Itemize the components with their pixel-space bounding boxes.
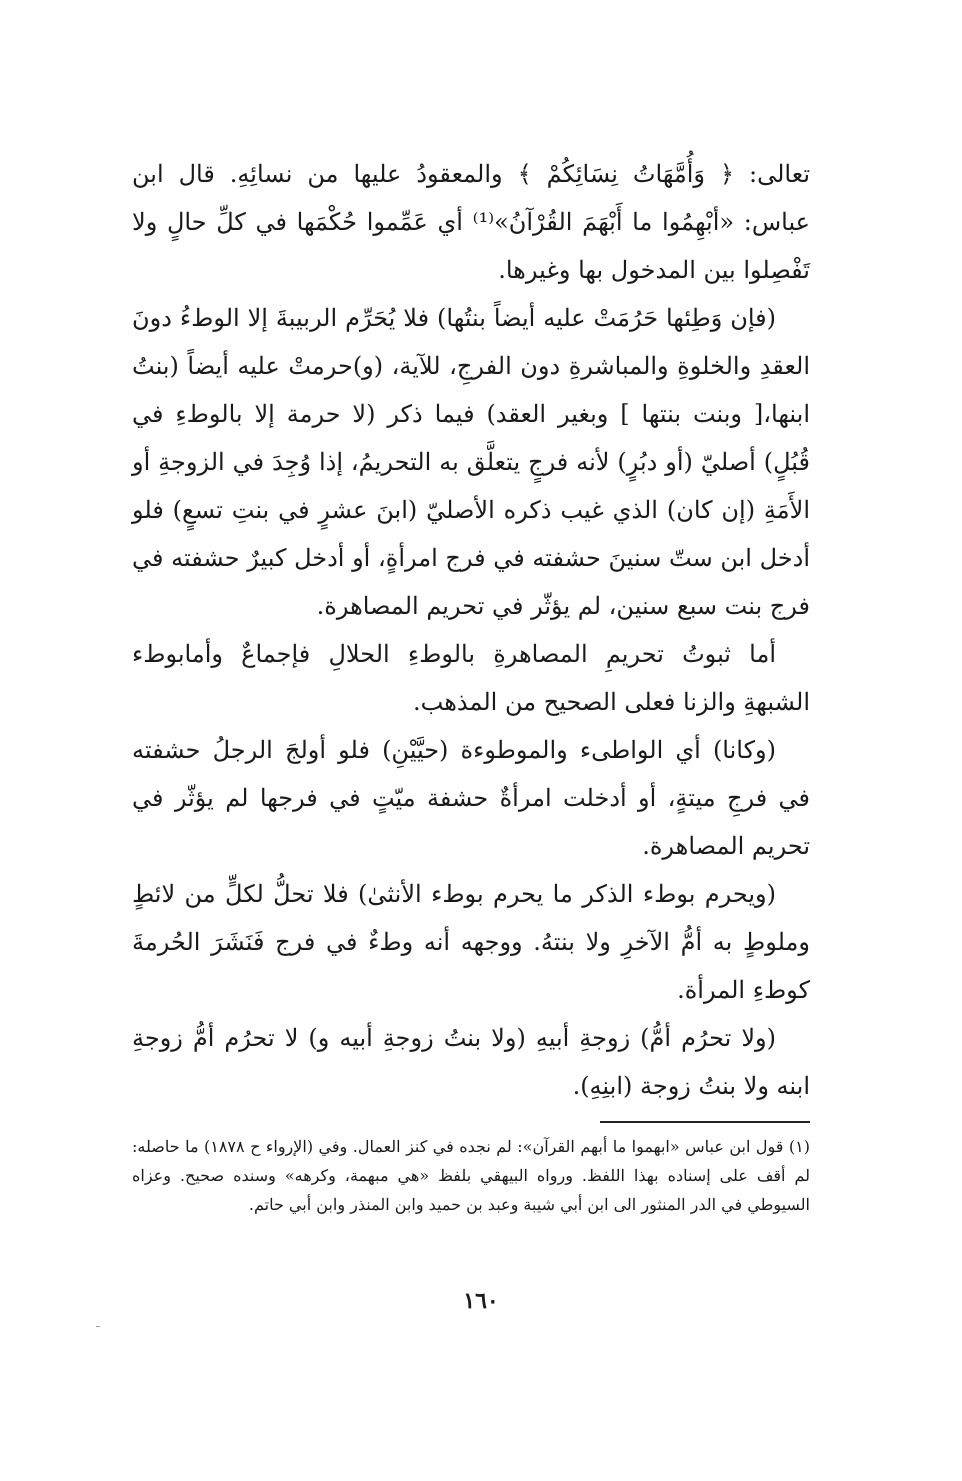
paragraph-3: أما ثبوتُ تحريمِ المصاهرةِ بالوطءِ الحلالِ فإجماعٌ وأمابوطء الشبهةِ والزنا فعلى الصحيح من المذهب.	[132, 640, 810, 716]
paragraph-2: (فإن وَطِئها حَرُمَتْ عليه أيضاً بنتُها) فلا يُحَرِّم الربيبةَ إلا الوطءُ دونَ العقدِ والخلوةِ والمباشرةِ دون الفرجِ، للآية، (و)حرمتْ عليه أيضاً (بنتُ ابنها،[ وبنت بنتها ] وبغير العقد) فيما ذكر (لا حرمة إلا بالوطءِ في قُبُلٍ) أصليّ (أو دبُرٍ) لأنه فرجٍ يتعلَّق به التحريمُ، إذا وُجِدَ في الزوجةِ أو الأَمَةِ (إن كان) الذي غيب ذكره الأصليّ (ابنَ عشرٍ في بنتِ تسعٍ) فلو أدخل ابن ستّ سنينَ حشفته في فرج امرأةٍ، أو أدخل كبيرٌ حشفته في فرج بنت سبع سنين، لم يؤثّر في تحريم المصاهرة.	[132, 304, 810, 620]
paragraph-4: (وكانا) أي الواطىء والموطوءة (حيَّيْنِ) فلو أولجَ الرجلُ حشفته في فرجِ ميتةٍ، أو أدخلت امرأةٌ حشفة ميّتٍ في فرجها لم يؤثّر في تحريم المصاهرة.	[132, 736, 810, 860]
scan-speck	[96, 1326, 100, 1327]
page-number: ١٦٠	[463, 1288, 499, 1314]
footnote-divider	[600, 1121, 810, 1123]
paragraph-5: (ويحرم بوطء الذكر ما يحرم بوطء الأنثىٰ) فلا تحلُّ لكلٍّ من لائطٍ وملوطٍ به أمُّ الآخرِ ولا بنتهُ. ووجهه أنه وطءٌ في فرج فَنَشَرَ الحُرمةَ كوطءِ المرأة.	[132, 880, 810, 1004]
footnote-1: (١) قول ابن عباس «ابهموا ما أبهم القرآن»: لم نجده في كنز العمال. وفي (الإرواء ح ١٨٧٨) ما حاصله: لم أقف على إسناده بهذا اللفظ. ورواه البيهقي بلفظ «هي مبهمة، وكرهه» وسنده صحيح. وعزاه السيوطي في الدر المنثور الى ابن أبي شيبة وعبد بن حميد وابن المنذر وابن أبي حاتم.	[132, 1137, 810, 1214]
footnotes-section	[132, 1132, 810, 1219]
paragraph-1: تعالى: ﴿ وَأُمَّهَاتُ نِسَائِكُمْ ﴾ والمعقودُ عليها من نسائِهِ. قال ابن عباس: «أبْهِمُوا ما أَبْهَمَ القُرْآنُ»⁽¹⁾ أي عَمِّموا حُكْمَها في كلِّ حالٍ ولا تَفْصِلوا بين المدخول بها وغيرها.	[132, 160, 811, 284]
paragraph-6: (ولا تحرُم أمُّ) زوجةِ أبيهِ (ولا بنتُ زوجةِ أبيه و) لا تحرُم أمُّ زوجةِ ابنه ولا بنتُ زوجة (ابنِهِ).	[132, 1024, 810, 1100]
main-text	[132, 150, 810, 1110]
